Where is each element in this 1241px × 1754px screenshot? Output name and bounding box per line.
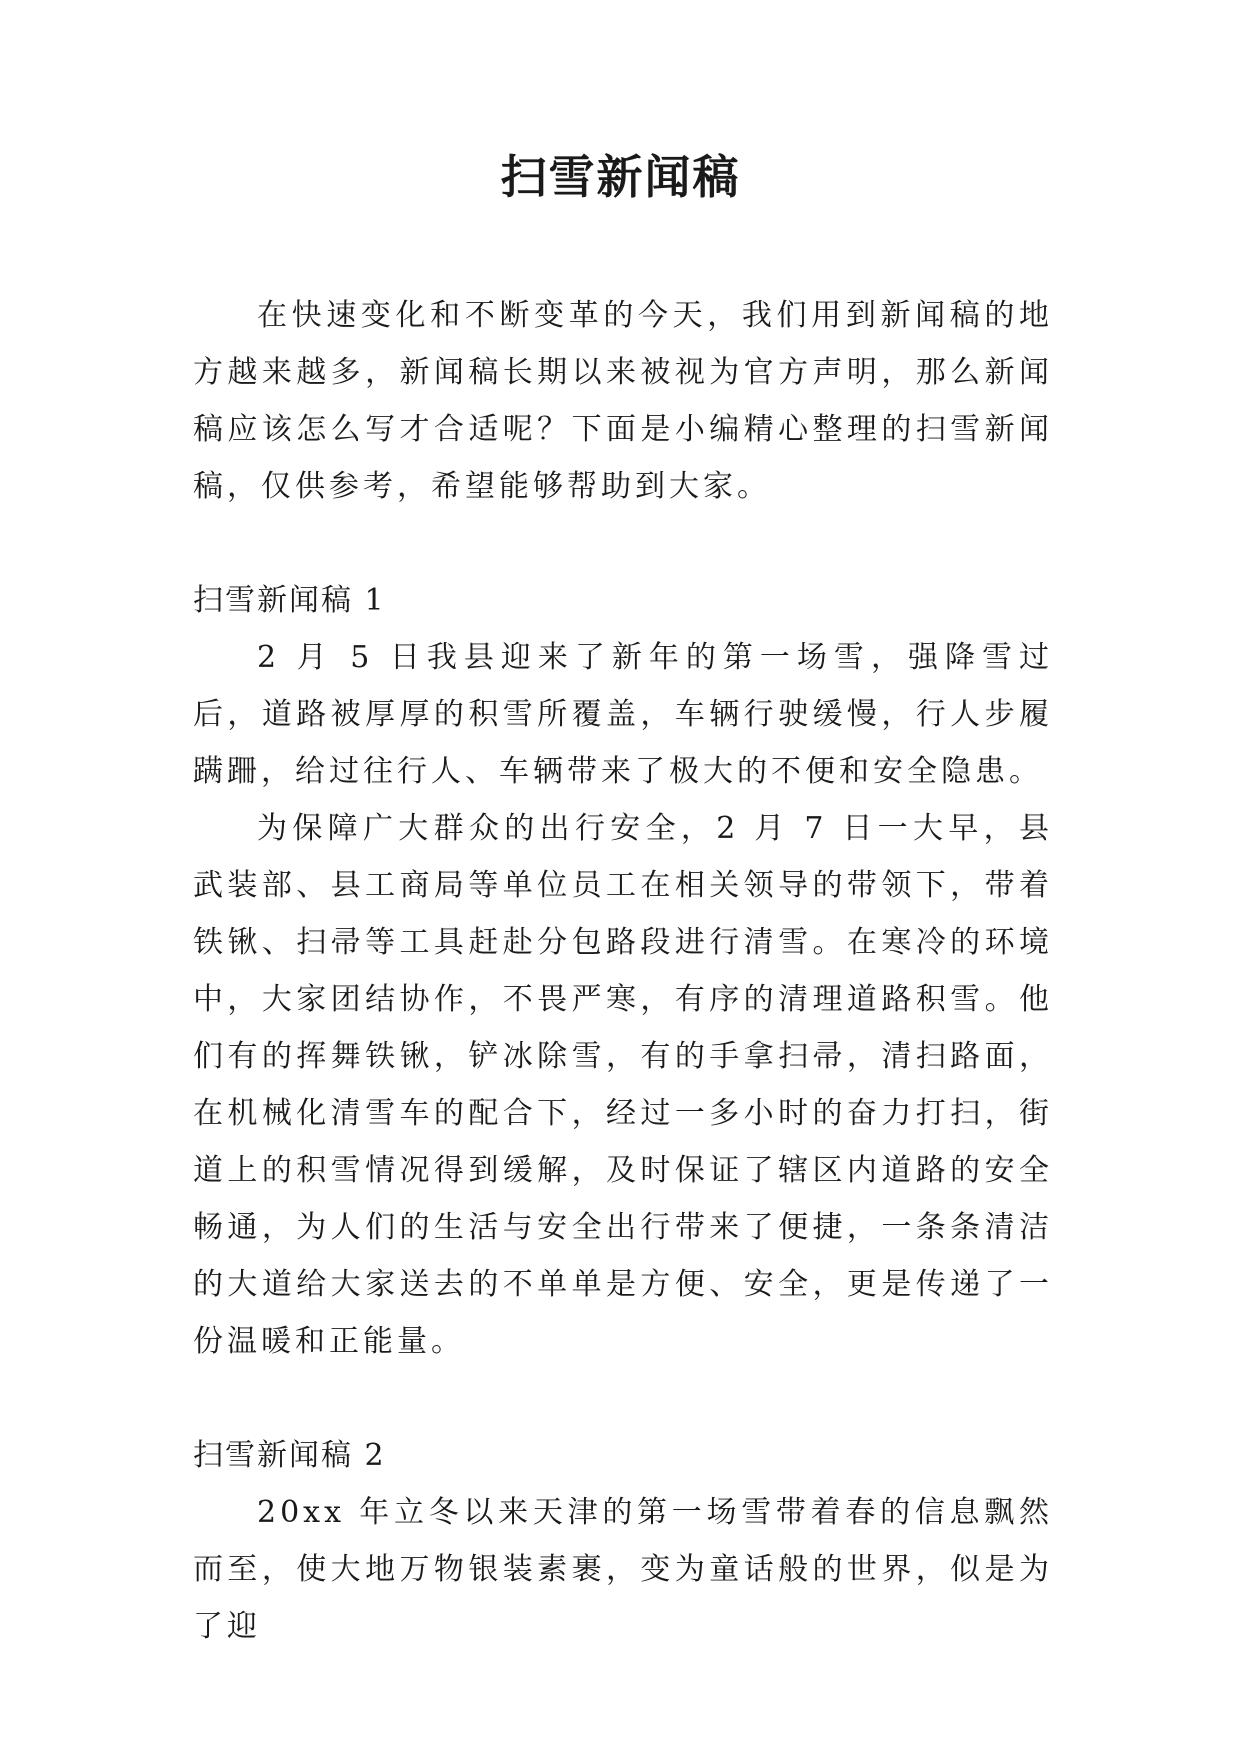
document-body bbox=[193, 287, 1053, 1655]
section-1-paragraph-1: 2 月 5 日我县迎来了新年的第一场雪，强降雪过后，道路被厚厚的积雪所覆盖，车辆行驶缓慢，行人步履蹒跚，给过往行人、车辆带来了极大的不便和安全隐患。 bbox=[193, 640, 1053, 789]
section-1-paragraph-2: 为保障广大群众的出行安全，2 月 7 日一大早，县武装部、县工商局等单位员工在相关领导的带领下，带着铁锹、扫帚等工具赶赴分包路段进行清雪。在寒冷的环境中，大家团结协作，不畏严寒，有序的清理道路积雪。他们有的挥舞铁锹，铲冰除雪，有的手拿扫帚，清扫路面，在机械化清雪车的配合下，经过一多小时的奋力打扫，街道上的积雪情况得到缓解，及时保证了辖区内道路的安全畅通，为人们的生活与安全出行带来了便捷，一条条清洁的大道给大家送去的不单单是方便、安全，更是传递了一份温暖和正能量。 bbox=[193, 811, 1053, 1359]
section-heading-1: 扫雪新闻稿 1 bbox=[193, 583, 386, 618]
section-heading-2: 扫雪新闻稿 2 bbox=[193, 1438, 386, 1473]
intro-paragraph: 在快速变化和不断变革的今天，我们用到新闻稿的地方越来越多，新闻稿长期以来被视为官方声明，那么新闻稿应该怎么写才合适呢？下面是小编精心整理的扫雪新闻稿，仅供参考，希望能够帮助到大家。 bbox=[193, 298, 1053, 504]
section-gap bbox=[193, 1370, 1053, 1427]
section-gap bbox=[193, 515, 1053, 572]
section-2-paragraph-1: 20xx 年立冬以来天津的第一场雪带着春的信息飘然而至，使大地万物银装素裹，变为童话般的世界，似是为了迎 bbox=[193, 1495, 1053, 1644]
document-title: 扫雪新闻稿 bbox=[500, 150, 741, 204]
